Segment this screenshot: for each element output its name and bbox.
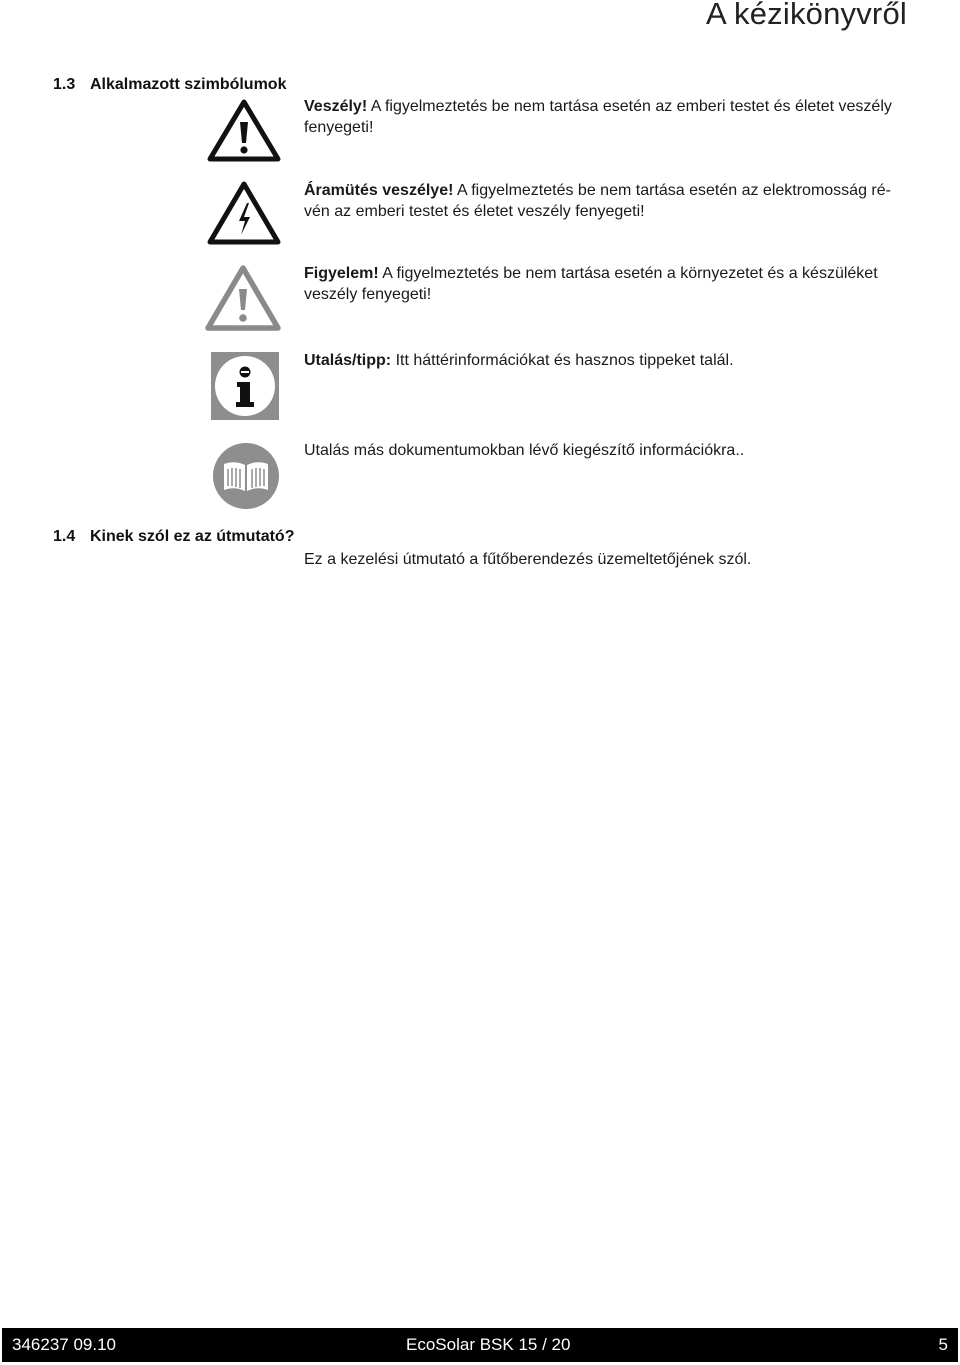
symbol-item-book-reference (304, 440, 904, 461)
symbol-text: A figyelmeztetés be nem tartása esetén a környezetet és a készüléket veszély fenyegeti! (304, 265, 878, 303)
symbol-label: Áramütés veszélye! (304, 182, 454, 199)
page-header-title: A kézikönyvről (706, 0, 907, 31)
section-number: 1.3 (53, 76, 76, 93)
page-footer (2, 1328, 958, 1362)
section-heading-audience (53, 528, 294, 546)
section-title: Kinek szól ez az útmutató? (90, 528, 295, 545)
section-title: Alkalmazott szimbólumok (90, 76, 287, 93)
info-tip-icon (211, 352, 279, 420)
symbol-item-danger (304, 96, 904, 138)
audience-paragraph: Ez a kezelési útmutató a fűtőberendezés üzemeltetőjének szól. (304, 551, 752, 568)
caution-icon (205, 264, 281, 332)
symbol-label: Veszély! (304, 98, 368, 115)
electric-shock-icon (207, 180, 281, 245)
section-heading-symbols (53, 76, 286, 94)
symbol-item-electric-shock (304, 180, 904, 222)
footer-doc-number: 346237 09.10 (12, 1335, 116, 1354)
section-number: 1.4 (53, 528, 76, 545)
symbol-text: Itt háttérinformációkat és hasznos tippeket talál. (391, 352, 734, 369)
danger-warning-icon (207, 98, 281, 162)
footer-product-name: EcoSolar BSK 15 / 20 (406, 1335, 571, 1354)
symbol-text: Utalás más dokumentumokban lévő kiegészítő információkra.. (304, 442, 745, 459)
symbol-item-caution (304, 263, 904, 305)
book-reference-icon (212, 442, 280, 510)
symbol-text: A figyelmeztetés be nem tartása esetén az emberi testet és életet veszély fenyegeti! (304, 98, 892, 136)
symbol-label: Figyelem! (304, 265, 379, 282)
footer-page-number: 5 (938, 1335, 948, 1354)
symbol-item-info-tip (304, 350, 904, 371)
symbol-label: Utalás/tipp: (304, 352, 392, 369)
symbol-text: A figyelmeztetés be nem tartása esetén az elektromosság ré-vén az emberi testet és életet veszély fenyegeti! (304, 182, 891, 220)
